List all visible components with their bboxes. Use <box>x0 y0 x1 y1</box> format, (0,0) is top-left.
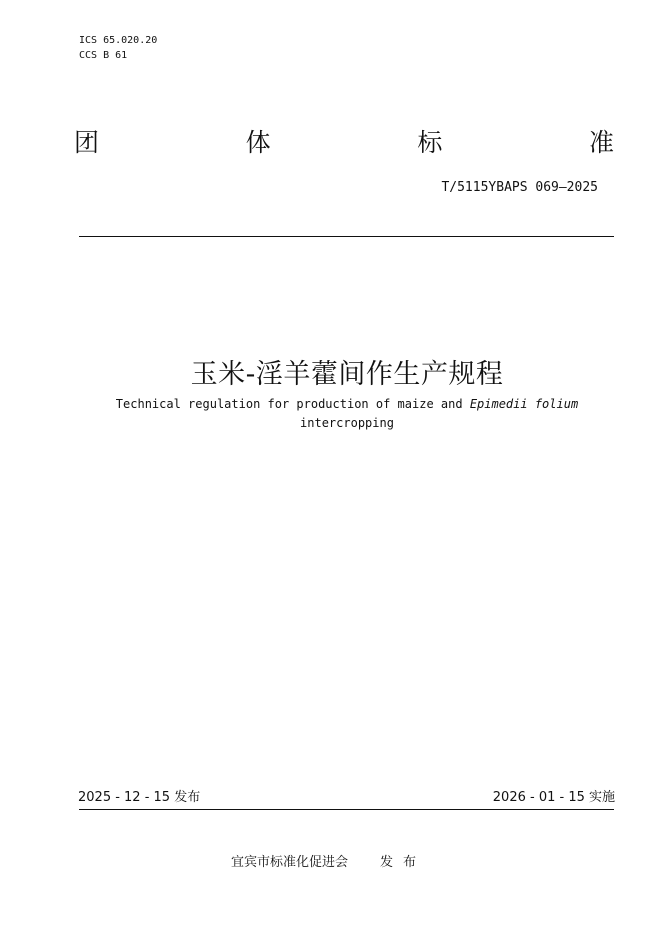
standard-type-char: 体 <box>245 128 271 157</box>
issuer-name: 宜宾市标准化促进会 <box>231 855 349 870</box>
standard-type-char: 标 <box>417 128 443 157</box>
date-row <box>78 788 615 808</box>
classification-codes <box>79 33 157 63</box>
standard-type-heading <box>74 124 614 162</box>
ics-code: ICS 65.020.20 <box>79 35 158 46</box>
header-divider <box>79 236 614 237</box>
implementation-date: 2026 - 01 - 15 实施 <box>492 790 615 805</box>
standard-type-char: 团 <box>74 128 100 157</box>
english-title-line-2: intercropping <box>300 416 394 430</box>
chinese-title: 玉米-淫羊藿间作生产规程 <box>190 359 504 390</box>
standard-number: T/5115YBAPS 069—2025 <box>441 180 598 195</box>
english-title-italic: Epimedii folium <box>469 397 579 411</box>
english-title-prefix: Technical regulation for production of maize and <box>115 397 470 411</box>
english-title <box>80 395 614 433</box>
footer-divider <box>79 809 614 810</box>
ccs-code: CCS B 61 <box>79 50 128 61</box>
issuer-action: 发布 <box>380 855 427 870</box>
publish-date: 2025 - 12 - 15 发布 <box>78 790 201 805</box>
english-title-line-1 <box>80 395 614 414</box>
issuer-line <box>231 853 426 873</box>
standard-type-char: 准 <box>588 128 614 157</box>
